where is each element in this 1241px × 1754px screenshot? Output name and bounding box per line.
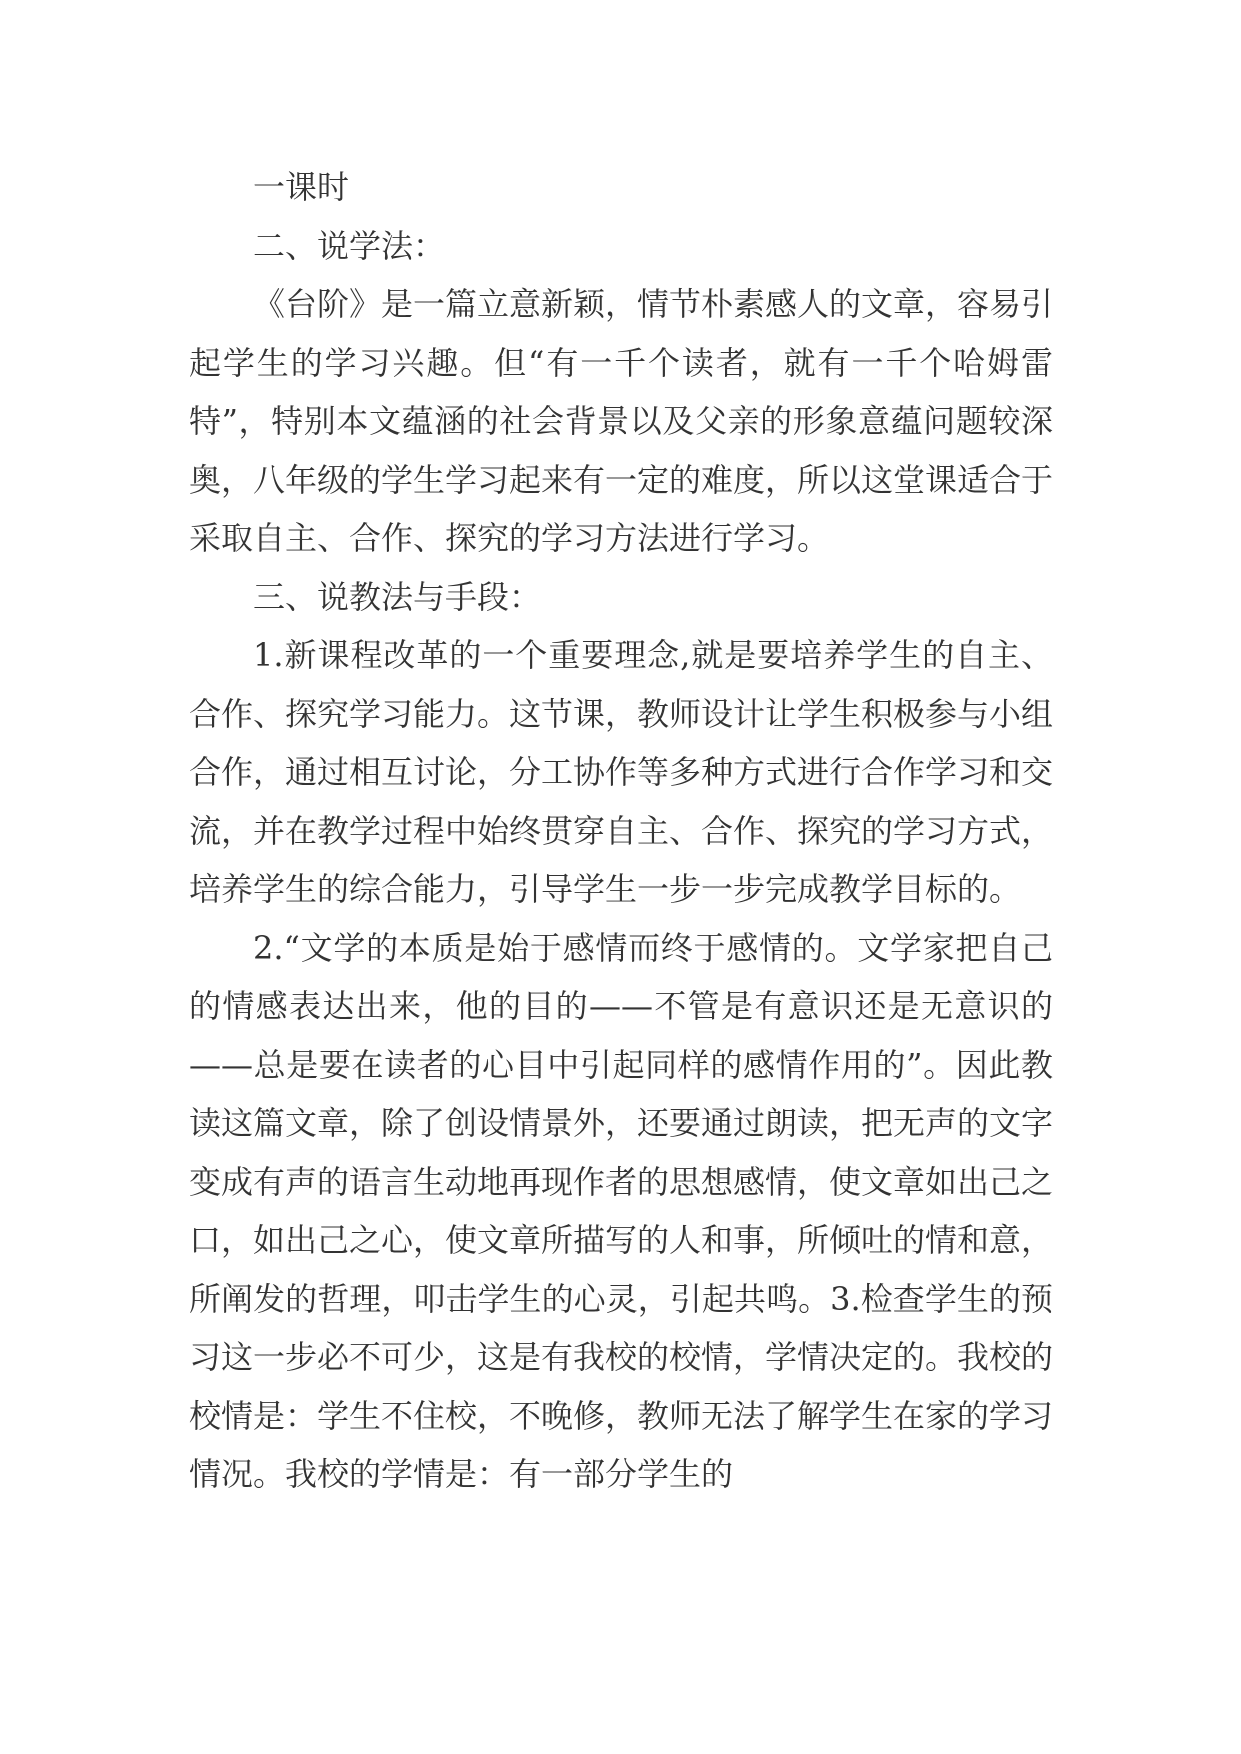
heading-learning-method: 二、说学法： <box>253 226 446 265</box>
paragraph-teaching-point-2: 2.“文学的本质是始于感情而终于感情的。文学家把自己的情感表达出来，他的目的——不管是有意识还是无意识的——总是要在读者的心目中引起同样的感情作用的”。因此教读这篇文章，除了创设情景外，还要通过朗读，把无声的文字变成有声的语言生动地再现作者的思想感情，使文章如出己之口，如出己之心，使文章所描写的人和事，所倾吐的情和意，所阐发的哲理，叩击学生的心灵，引起共鸣。3.检查学生的预习这一步必不可少，这是有我校的校情，学情决定的。我校的校情是：学生不住校，不晚修，教师无法了解学生在家的学习情况。我校的学情是：有一部分学生的 <box>189 928 1054 1493</box>
paragraph-lesson-period: 一课时 <box>253 168 350 206</box>
paragraph-teaching-point-1: 1.新课程改革的一个重要理念,就是要培养学生的自主、合作、探究学习能力。这节课，教师设计让学生积极参与小组合作，通过相互讨论，分工协作等多种方式进行合作学习和交流，并在教学过程中始终贯穿自主、合作、探究的学习方式，培养学生的综合能力，引导学生一步一步完成教学目标的。 <box>189 636 1054 908</box>
document-body <box>189 158 1053 1504</box>
paragraph-learning-method: 《台阶》是一篇立意新颖，情节朴素感人的文章，容易引起学生的学习兴趣。但“有一千个读者，就有一千个哈姆雷特”，特别本文蕴涵的社会背景以及父亲的形象意蕴问题较深奥，八年级的学生学习起来有一定的难度，所以这堂课适合于采取自主、合作、探究的学习方法进行学习。 <box>189 285 1054 557</box>
heading-teaching-method: 三、说教法与手段： <box>253 577 542 616</box>
